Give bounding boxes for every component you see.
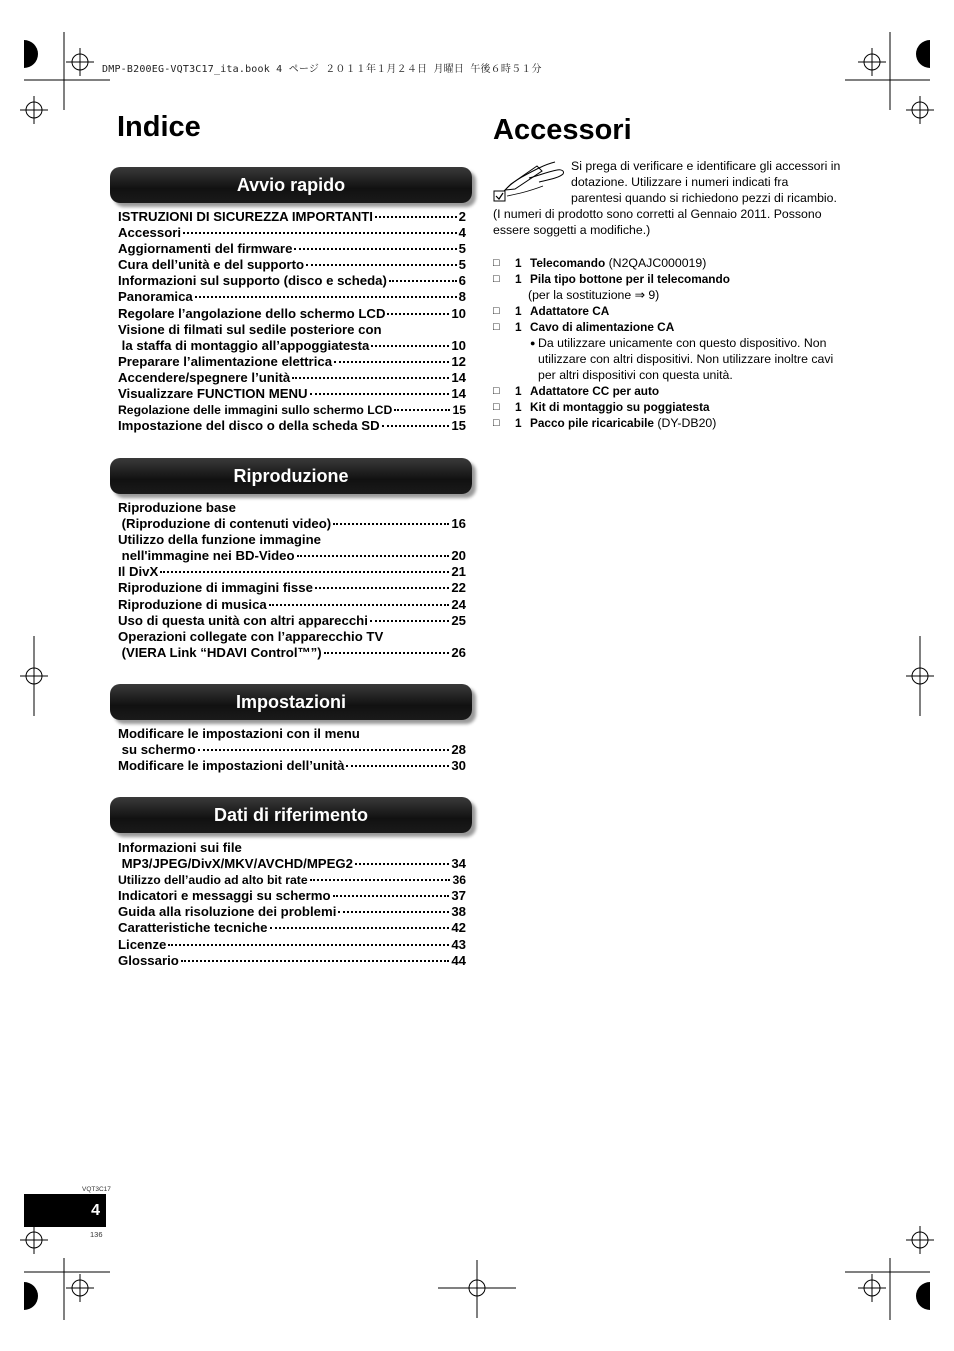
- checkbox-icon: □: [493, 257, 500, 269]
- toc-entry-line1[interactable]: Modificare le impostazioni con il menu: [118, 726, 360, 741]
- toc-entry[interactable]: MP3/JPEG/DivX/MKV/AVCHD/MPEG2 34: [118, 856, 466, 872]
- sub-page-number: 136: [90, 1230, 103, 1239]
- checkbox-icon: □: [493, 401, 500, 413]
- toc-entry[interactable]: Caratteristiche tecniche 42: [118, 920, 466, 936]
- toc-entry[interactable]: la staffa di montaggio all’appoggiatesta 10: [118, 337, 466, 353]
- section-heading-quick-start: Avvio rapido: [110, 167, 472, 203]
- checkbox-icon: □: [493, 321, 500, 333]
- toc-entry[interactable]: Accessori 4: [118, 225, 466, 241]
- toc-entry[interactable]: Indicatori e messaggi su schermo 37: [118, 888, 466, 904]
- checkbox-icon: □: [493, 273, 500, 285]
- checkbox-icon: □: [493, 305, 500, 317]
- toc-entry[interactable]: Impostazione del disco o della scheda SD 15: [118, 418, 466, 434]
- toc-entry[interactable]: Informazioni sul supporto (disco e scheda) 6: [118, 273, 466, 289]
- accessories-list: [493, 255, 853, 431]
- toc-entry[interactable]: Glossario 44: [118, 952, 466, 968]
- checkbox-icon: □: [493, 417, 500, 429]
- toc-list-playback: [118, 500, 466, 661]
- accessories-title: Accessori: [493, 114, 632, 146]
- toc-entry-line1[interactable]: Riproduzione base: [118, 500, 236, 515]
- toc-entry[interactable]: Modificare le impostazioni dell’unità 30: [118, 758, 466, 774]
- toc-entry[interactable]: Uso di questa unità con altri apparecchi 25: [118, 612, 466, 628]
- checkbox-icon: □: [493, 385, 500, 397]
- toc-entry[interactable]: Regolare l’angolazione dello schermo LCD 10: [118, 305, 466, 321]
- toc-entry-line1[interactable]: Visione di filmati sul sedile posteriore con: [118, 321, 382, 337]
- toc-entry[interactable]: (VIERA Link “HDAVI Control™”) 26: [118, 644, 466, 660]
- document-code: VQT3C17: [82, 1186, 111, 1193]
- section-heading-reference: Dati di riferimento: [110, 797, 472, 833]
- toc-entry[interactable]: Licenze 43: [118, 936, 466, 952]
- accessory-item: □ 1 Cavo di alimentazione CA: [493, 320, 675, 334]
- toc-entry[interactable]: ISTRUZIONI DI SICUREZZA IMPORTANTI 2: [118, 209, 466, 224]
- battery-note: (per la sostituzione ⇒ 9): [528, 288, 660, 302]
- print-header-line: DMP-B200EG-VQT3C17_ita.book 4 ページ ２０１１年１月２４日 月曜日 午後６時５１分: [102, 64, 542, 75]
- toc-entry[interactable]: Il DivX 21: [118, 564, 466, 580]
- accessory-item: □ 1 Kit di montaggio su poggiatesta: [493, 400, 710, 414]
- toc-entry[interactable]: Panoramica 8: [118, 289, 466, 305]
- toc-entry[interactable]: Utilizzo dell’audio ad alto bit rate 36: [118, 873, 466, 888]
- toc-entry[interactable]: su schermo 28: [118, 742, 466, 758]
- toc-entry[interactable]: Regolazione delle immagini sullo schermo LCD 15: [118, 403, 466, 418]
- accessory-item: □ 1 Pacco pile ricaricabile (DY-DB20): [493, 416, 717, 430]
- toc-list-quick-start: [118, 209, 466, 434]
- toc-entry[interactable]: Cura dell’unità e del supporto 5: [118, 257, 466, 273]
- accessories-intro: Si prega di verificare e identificare gli accessori in dotazione. Utilizzare i numeri indicati fra parentesi quando si richiedono pezzi di ricambio. (I numeri di prodotto sono corretti al Gennaio 2011. Possono essere soggetti a modifiche.): [493, 159, 841, 237]
- toc-entry-line1[interactable]: Operazioni collegate con l’apparecchio TV: [118, 628, 384, 644]
- accessory-item: □ 1 Pila tipo bottone per il telecomando: [493, 272, 730, 286]
- toc-entry-line1[interactable]: Informazioni sui file: [118, 840, 242, 855]
- section-heading-playback: Riproduzione: [110, 458, 472, 494]
- toc-entry[interactable]: Visualizzare FUNCTION MENU 14: [118, 386, 466, 402]
- page-number: 4: [24, 1194, 106, 1227]
- toc-entry[interactable]: Riproduzione di musica 24: [118, 596, 466, 612]
- cable-note: ● Da utilizzare unicamente con questo dispositivo. Non utilizzare con altri dispositivi. Non utilizzare inoltre cavi per altri dispositivi con questa unità.: [530, 336, 834, 382]
- accessory-item: □ 1 Adattatore CC per auto: [493, 384, 660, 398]
- section-heading-settings: Impostazioni: [110, 684, 472, 720]
- accessory-item: □ 1 Adattatore CA: [493, 304, 610, 318]
- toc-list-settings: [118, 726, 466, 774]
- toc-list-reference: [118, 840, 466, 969]
- toc-entry[interactable]: Accendere/spegnere l’unità 14: [118, 369, 466, 385]
- toc-entry[interactable]: Preparare l’alimentazione elettrica 12: [118, 353, 466, 369]
- toc-entry[interactable]: Aggiornamenti del firmware 5: [118, 241, 466, 257]
- toc-entry[interactable]: Guida alla risoluzione dei problemi 38: [118, 904, 466, 920]
- bullet-icon: ●: [530, 338, 536, 348]
- index-title: Indice: [117, 111, 201, 143]
- toc-entry[interactable]: Riproduzione di immagini fisse 22: [118, 580, 466, 596]
- toc-entry[interactable]: (Riproduzione di contenuti video) 16: [118, 516, 466, 532]
- toc-entry[interactable]: nell'immagine nei BD-Video 20: [118, 548, 466, 564]
- accessory-item: □ 1 Telecomando (N2QAJC000019): [493, 256, 707, 270]
- toc-entry-line1[interactable]: Utilizzo della funzione immagine: [118, 532, 321, 548]
